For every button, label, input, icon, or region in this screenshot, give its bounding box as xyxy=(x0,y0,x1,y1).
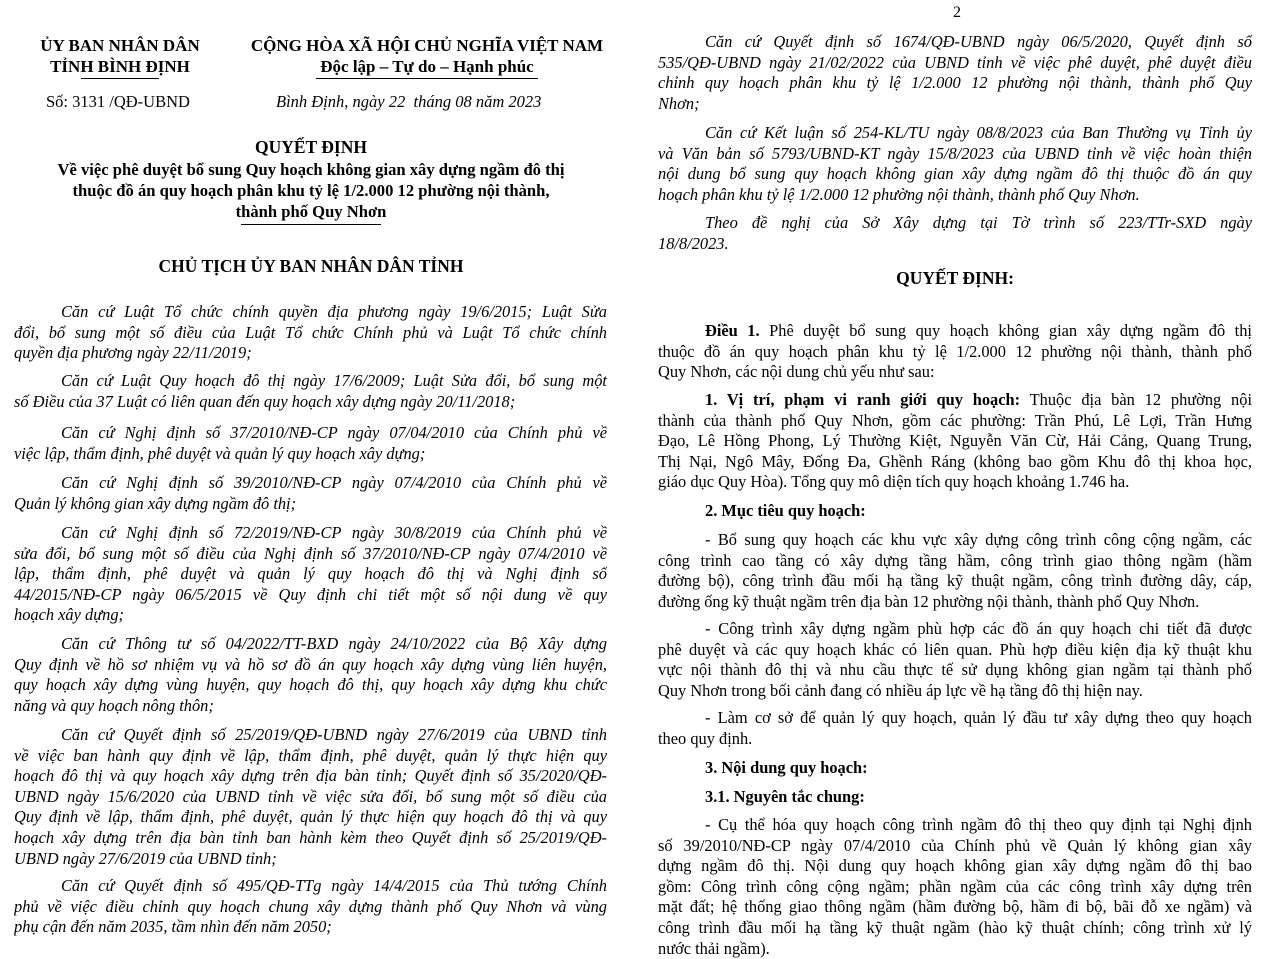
section-1-location: 1. Vị trí, phạm vi ranh giới quy hoạch: Thuộc địa bàn 12 phường nội thành của thành phố Quy Nhơn, gồm các phường: Trần Phú, Lê Lợi, Trần Hưng Đạo, Lê Hồng Phong, Lý Thường Kiệt, Nguyễn Văn Cừ, Hải Cảng, Quang Trung, Thị Nại, Ngô Mây, Đống Đa, Ghềnh Ráng (không bao gồm Khu đô thị khoa học, giáo dục Quy Hòa). Tổng quy mô diện tích quy hoạch khoảng 1.746 ha. xyxy=(658,390,1252,492)
subject-underline xyxy=(241,224,381,225)
section-3-1-heading: 3.1. Nguyên tắc chung: xyxy=(705,787,865,806)
basis-paragraph: Theo đề nghị của Sở Xây dựng tại Tờ trình số 223/TTr-SXD ngày 18/8/2023. xyxy=(658,213,1252,253)
motto: Độc lập – Tự do – Hạnh phúc xyxy=(320,57,534,76)
country-name: CỘNG HÒA XÃ HỘI CHỦ NGHĨA VIỆT NAM xyxy=(250,36,604,55)
doc-number: Số: 3131 /QĐ-UBND xyxy=(46,92,190,111)
org-underline xyxy=(81,78,159,79)
objective-item: - Bổ sung quy hoạch các khu vực xây dựng công trình công cộng ngầm, các công trình cao tầng có xây dựng tầng hầm, công trình giao thông ngầm (hầm đường bộ), công trình đầu mối hạ tầng kỹ thuật ngầm, công trình đường dây, cáp, đường ống kỹ thuật ngầm trên địa bàn 12 phường nội thành, thành phố Quy Nhơn. xyxy=(658,530,1252,611)
basis-paragraph: Căn cứ Thông tư số 04/2022/TT-BXD ngày 24/10/2022 của Bộ Xây dựng Quy định về hồ sơ nhiệm vụ và hồ sơ đồ án quy hoạch xây dựng vùng liên huyện, quy hoạch xây dựng vùng huyện, quy hoạch đô thị, quy hoạch xây dựng khu chức năng và quy hoạch nông thôn; xyxy=(14,634,607,715)
page-number: 2 xyxy=(953,4,961,21)
section-3-heading: 3. Nội dung quy hoạch: xyxy=(705,758,868,777)
issuing-authority-title: CHỦ TỊCH ỦY BAN NHÂN DÂN TỈNH xyxy=(158,256,464,276)
basis-paragraph: Căn cứ Nghị định số 72/2019/NĐ-CP ngày 30/8/2019 của Chính phủ về sửa đổi, bổ sung một số điều của Nghị định số 37/2010/NĐ-CP ngày 07/4/2010 về lập, thẩm định, phê duyệt và quản lý quy hoạch đô thị và Nghị định số 44/2015/NĐ-CP ngày 06/5/2015 về Quy định chi tiết một số nội dung về quy hoạch xây dựng; xyxy=(14,523,607,625)
decision-heading: QUYẾT ĐỊNH: xyxy=(896,268,1014,288)
page-right xyxy=(652,0,1262,958)
objective-item: - Công trình xây dựng ngầm phù hợp các đồ án quy hoạch chi tiết đã được phê duyệt và các quy hoạch khác có liên quan. Phù hợp điều kiện địa kỹ thuật khu vực nội thành đô thị và nhu cầu thực tế sử dụng không gian ngầm tại thành phố Quy Nhơn trong bối cảnh đang có nhiều áp lực về hạ tầng đô thị hiện nay. xyxy=(658,619,1252,700)
basis-paragraph: Căn cứ Luật Quy hoạch đô thị ngày 17/6/2009; Luật Sửa đổi, bổ sung một số Điều của 37 Luật có liên quan đến quy hoạch xây dựng ngày 20/11/2018; xyxy=(14,371,607,411)
basis-paragraph: Căn cứ Quyết định số 1674/QĐ-UBND ngày 06/5/2020, Quyết định số 535/QĐ-UBND ngày 21/02/2022 của UBND tỉnh về việc phê duyệt, phê duyệt điều chỉnh quy hoạch phân khu tỷ lệ 1/2.000 12 phường nội thành, thành phố Quy Nhơn; xyxy=(658,32,1252,113)
page-left xyxy=(0,0,622,958)
section-2-heading: 2. Mục tiêu quy hoạch: xyxy=(705,501,866,520)
basis-paragraph: Căn cứ Nghị định số 37/2010/NĐ-CP ngày 07/04/2010 của Chính phủ về việc lập, thẩm định, phê duyệt và quản lý quy hoạch xây dựng; xyxy=(14,423,607,463)
org-line-1: ỦY BAN NHÂN DÂN xyxy=(40,36,200,55)
general-principles: - Cụ thể hóa quy hoạch công trình ngầm đô thị theo quy định tại Nghị định số 39/2010/NĐ-CP ngày 07/4/2010 của Chính phủ về Quản lý không gian xây dựng ngầm đô thị. Nội dung quy hoạch không gian xây dựng ngầm đô thị bao gồm: Công trình công cộng ngầm; phần ngầm của các công trình xây dựng trên mặt đất; hệ thống giao thông ngầm (hầm đường bộ, hầm đi bộ, bãi đỗ xe ngầm) và công trình đầu mối hạ tầng kỹ thuật ngầm (hào kỹ thuật chính; công trình xử lý nước thải ngầm). xyxy=(658,815,1252,958)
org-line-2: TỈNH BÌNH ĐỊNH xyxy=(50,57,190,76)
basis-paragraph: Căn cứ Kết luận số 254-KL/TU ngày 08/8/2023 của Ban Thường vụ Tỉnh ủy và Văn bản số 5793/UBND-KT ngày 15/8/2023 của UBND tỉnh về việc hoàn thiện nội dung bổ sung quy hoạch không gian xây dựng ngầm đô thị thuộc đồ án quy hoạch phân khu tỷ lệ 1/2.000 12 phường nội thành, thành phố Quy Nhơn. xyxy=(658,123,1252,204)
national-header xyxy=(232,35,622,79)
motto-underline xyxy=(316,78,538,79)
basis-paragraph: Căn cứ Luật Tổ chức chính quyền địa phương ngày 19/6/2015; Luật Sửa đổi, bổ sung một số điều của Luật Tổ chức Chính phủ và Luật Tổ chức chính quyền địa phương ngày 22/11/2019; xyxy=(14,302,607,363)
objective-item: - Làm cơ sở để quản lý quy hoạch, quản lý đầu tư xây dựng theo quy hoạch theo quy định. xyxy=(658,708,1252,748)
issuing-authority xyxy=(20,35,220,79)
article-1: Điều 1. Phê duyệt bổ sung quy hoạch không gian xây dựng ngầm đô thị thuộc đồ án quy hoạch phân khu tỷ lệ 1/2.000 12 phường nội thành, thành phố Quy Nhơn, các nội dung chủ yếu như sau: xyxy=(658,321,1252,382)
basis-paragraph: Căn cứ Quyết định số 495/QĐ-TTg ngày 14/4/2015 của Thủ tướng Chính phủ về việc điều chỉnh quy hoạch chung xây dựng thành phố Quy Nhơn và vùng phụ cận đến năm 2035, tầm nhìn đến năm 2050; xyxy=(14,876,607,937)
basis-paragraph: Căn cứ Quyết định số 25/2019/QĐ-UBND ngày 27/6/2019 của UBND tỉnh về việc ban hành quy định về lập, thẩm định, phê duyệt, quản lý thực hiện quy hoạch đô thị và quy hoạch xây dựng trên địa bàn tỉnh; Quyết định số 35/2020/QĐ- UBND ngày 15/6/2020 của UBND tỉnh về việc sửa đổi, bổ sung một số điều của Quy định về lập, thẩm định, phê duyệt, quản lý thực hiện quy hoạch đô thị và quy hoạch xây dựng trên địa bàn tỉnh ban hành kèm theo Quyết định số 25/2019/QĐ- UBND ngày 27/6/2019 của UBND tỉnh; xyxy=(14,725,607,868)
basis-paragraph: Căn cứ Nghị định số 39/2010/NĐ-CP ngày 07/4/2010 của Chính phủ về Quản lý không gian xây dựng ngầm đô thị; xyxy=(14,473,607,513)
doc-title: QUYẾT ĐỊNH xyxy=(255,137,367,157)
doc-subject: Về việc phê duyệt bổ sung Quy hoạch không gian xây dựng ngầm đô thị thuộc đồ án quy hoạch phân khu tỷ lệ 1/2.000 12 phường nội thành, thành phố Quy Nhơn xyxy=(0,159,622,225)
place-date: Bình Định, ngày 22 tháng 08 năm 2023 xyxy=(276,92,542,111)
